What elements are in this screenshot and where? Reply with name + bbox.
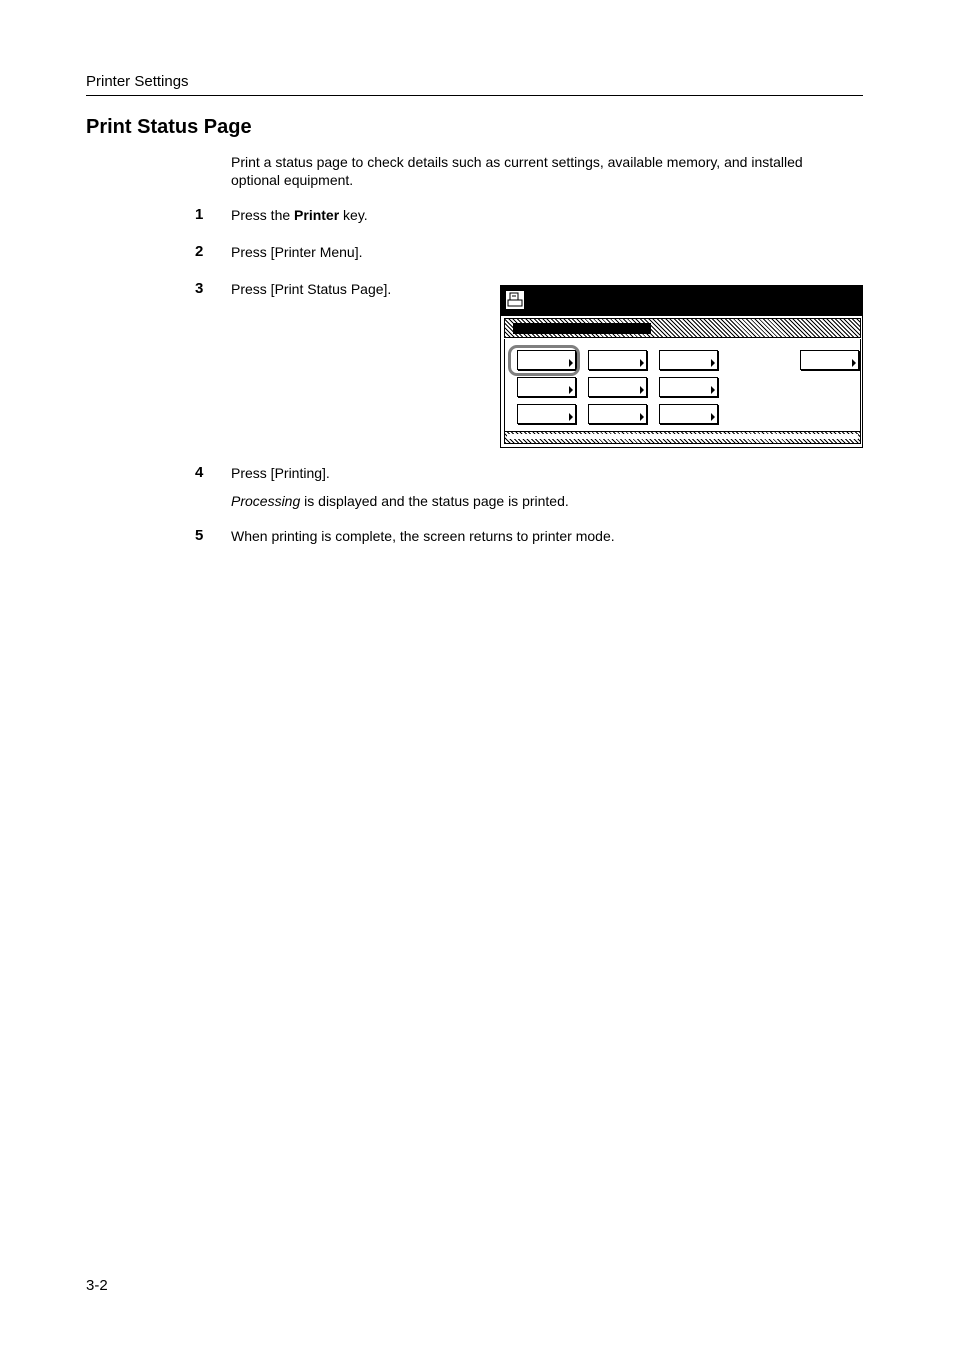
panel-button[interactable] <box>800 350 859 370</box>
panel-button[interactable] <box>659 404 718 424</box>
header-rule <box>86 95 863 96</box>
step-note <box>231 492 569 510</box>
step-number: 4 <box>195 464 204 481</box>
panel-button[interactable] <box>588 377 647 397</box>
step-text-post: key. <box>339 207 368 223</box>
step-text <box>231 206 368 224</box>
step-note-rest: is displayed and the status page is printed. <box>300 493 569 509</box>
panel-title-bar <box>501 286 862 316</box>
panel-sub-bar-label <box>513 323 651 334</box>
step-text: Press [Print Status Page]. <box>231 281 392 297</box>
panel-status-bar <box>504 431 861 444</box>
page-number: 3-2 <box>86 1277 108 1294</box>
step-text-pre: Press the <box>231 207 295 223</box>
panel-button[interactable] <box>588 404 647 424</box>
intro-text: Print a status page to check details such as current settings, available memory, and installed optional equipment. <box>231 154 803 188</box>
panel-button[interactable] <box>659 377 718 397</box>
step-number: 1 <box>195 206 204 223</box>
step-number: 2 <box>195 243 204 260</box>
panel-button[interactable] <box>659 350 718 370</box>
step-number: 3 <box>195 280 204 297</box>
panel-button[interactable] <box>588 350 647 370</box>
printer-key-label: Printer <box>294 207 340 223</box>
step-number: 5 <box>195 527 204 544</box>
panel-button[interactable] <box>517 404 576 424</box>
step-text: When printing is complete, the screen returns to printer mode. <box>231 528 615 544</box>
panel-sub-bar <box>504 318 861 338</box>
processing-message: Processing <box>231 493 301 509</box>
header-section-label: Printer Settings <box>86 73 189 90</box>
printer-mode-icon <box>505 290 525 310</box>
panel-button[interactable] <box>517 377 576 397</box>
page-title: Print Status Page <box>86 116 252 138</box>
step-text: Press [Printing]. <box>231 465 330 481</box>
highlight-ring <box>508 345 580 376</box>
step-text: Press [Printer Menu]. <box>231 244 363 260</box>
